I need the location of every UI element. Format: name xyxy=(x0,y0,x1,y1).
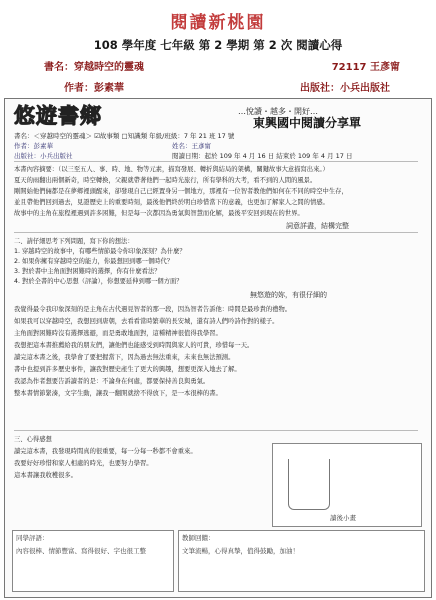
question-item: 2. 如果你擁有穿越時空的能力，你最想回到哪一個時代？ xyxy=(14,258,174,265)
peer-review-label: 同學評語： xyxy=(16,534,49,542)
worksheet-logo: 悠遊書鄉 xyxy=(14,104,102,128)
question-item: 4. 對於全書的中心思想（評論），你想要延伸到哪一個方面？ xyxy=(14,278,183,285)
student-id-name: 72117 王彥甯 xyxy=(331,62,400,73)
drawing-caption: 讀後小畫 xyxy=(330,514,356,522)
summary-line: 故事中的主角在旅程裡遇到許多困難，但是每一次都因為勇氣與智慧而化解，最後平安回到現在的世界。 xyxy=(14,210,304,217)
reflection-heading: 三、心得感想 xyxy=(14,436,52,443)
summary-line: 剛開始他們倆都是在夢鄉裡頭醒來，卻發現自己已經置身另一個地方，那裡有一位智者教他們如何在不同的時空中生存， xyxy=(14,188,348,195)
divider xyxy=(14,232,418,233)
answer-line: 我認為作者想要告訴讀者的是：不論身在何處，都要保持善良與勇氣。 xyxy=(14,378,210,385)
page-title: 閱讀新桃園 xyxy=(170,13,266,33)
summary-line: 夏天的雨翻出兩個新奇，時空轉換，父親就帶著他們一起時光旅行，所有學科的大考，看不到的人間的風景。 xyxy=(14,177,317,184)
answer-line: 我覺得最令我印象深刻的是主角在古代遇見智者的那一段，因為智者告訴他：時間是最珍貴的禮物。 xyxy=(14,306,292,313)
author-label: 作者：彭素華 xyxy=(64,83,124,94)
sheet-book-line: 書名：＜穿越時空的靈魂＞ ☑故事類 □知識類 年級/班級：7 年 21 班 17 號 xyxy=(14,132,235,140)
peer-review-text: 內容很棒、情節豐富、寫得很好、字也很工整 xyxy=(16,547,146,555)
divider xyxy=(14,430,418,431)
worksheet-form-title: 東興國中閱讀分享單 xyxy=(252,116,361,130)
answer-line: 我想把這本書推薦給我的朋友們，讓他們也能感受到時間與家人的可貴，珍惜每一天。 xyxy=(14,342,254,349)
worksheet-slogan: …悅讀・越多・開好… xyxy=(238,107,318,116)
summary-line: 並且帶他們回到過去，見證歷史上的重要時刻，最後他們終於明白珍惜當下的意義，也更加了解家人之間的情感。 xyxy=(14,199,329,206)
publisher-label: 出版社：小兵出版社 xyxy=(300,83,390,94)
teacher-annotation: 無悠遊的妳，有很仔細的 xyxy=(250,291,327,299)
answer-line: 如果我可以穿越時空，我想回到唐朝，去看看當時繁華的長安城，還有詩人們吟詩作對的樣子。 xyxy=(14,318,279,325)
sheet-date-line: 閱讀日期：起於 109 年 4 月 16 日 結束於 109 年 4 月 17 日 xyxy=(172,152,353,160)
divider xyxy=(14,161,418,162)
summary-question: 本書內容摘要：（以三至五人、事、時、地、物等元素，描寫發展、轉折與結局的架構，關鍵故事大意描寫出來。） xyxy=(14,166,329,173)
reflection-line: 讀完這本書，我發現時間真的很重要，每一分每一秒都不會重來。 xyxy=(14,448,197,455)
question-item: 1. 穿越時空的故事中，有哪些情節最令你印象深刻？為什麼？ xyxy=(14,248,186,255)
page-subtitle: 108 學年度 七年級 第 2 學期 第 2 次 閱讀心得 xyxy=(93,38,343,52)
sheet-name-line: 姓名：王彥甯 xyxy=(172,142,211,150)
teacher-review-box xyxy=(178,530,425,592)
question-item: 3. 對於書中主角面對困難時的選擇，你有什麼看法？ xyxy=(14,268,161,275)
sheet-publisher-line: 出版社：小兵出版社 xyxy=(14,152,73,160)
answer-line: 讀完這本書之後，我學會了要把握當下，因為過去無法重來，未來也無法預測。 xyxy=(14,354,235,361)
reflection-line: 我要好好珍惜和家人相處的時光，也要努力學習。 xyxy=(14,460,153,467)
answer-line: 主角面對困難時沒有選擇逃避，而是勇敢地面對，這種精神很值得我學習。 xyxy=(14,330,222,337)
answer-line: 整本書情節緊湊，文字生動，讓我一翻開就捨不得放下，是一本很棒的書。 xyxy=(14,390,222,397)
teacher-review-text: 文筆流暢，心得真摯，值得鼓勵，加油！ xyxy=(182,547,299,555)
cup-drawing xyxy=(288,459,330,510)
sheet-author-line: 作者：彭素華 xyxy=(14,142,53,150)
question-heading: 二、請仔細思考下列問題，寫下你的想法： xyxy=(14,238,134,245)
answer-line: 書中也提到許多歷史事件，讓我對歷史產生了更大的興趣，想要更深入地去了解。 xyxy=(14,366,241,373)
teacher-review-label: 教師回饋： xyxy=(182,534,215,542)
book-title: 書名：穿越時空的靈魂 xyxy=(44,62,144,73)
reflection-line: 這本書讓我收穫很多。 xyxy=(14,472,77,479)
teacher-annotation: 詞意詳盡，結構完整 xyxy=(286,222,349,230)
